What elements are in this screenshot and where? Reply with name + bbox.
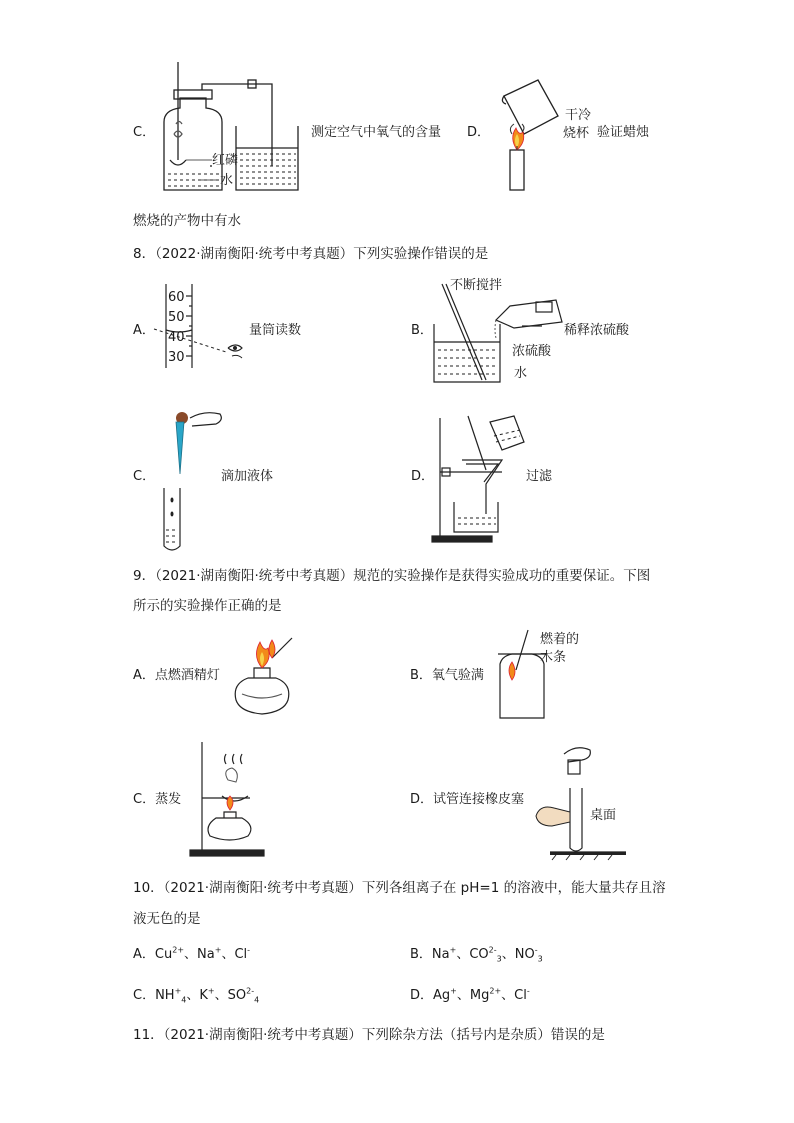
ion: Na+ bbox=[197, 945, 222, 962]
question-10-stem-line-1: 10．（2021·湖南衡阳·统考中考真题）下列各组离子在 pH=1 的溶液中，能大量共存且溶 bbox=[133, 880, 666, 896]
q8-option-d-text: 过滤 bbox=[526, 469, 553, 484]
question-8-stem: 8．（2022·湖南衡阳·统考中考真题）下列实验操作错误的是 bbox=[133, 246, 489, 262]
cylinder-tick-label: 30 bbox=[168, 350, 185, 365]
q8-option-c-text: 滴加液体 bbox=[221, 469, 274, 484]
cylinder-tick-label: 40 bbox=[168, 330, 185, 345]
q10-option-d-letter: D． bbox=[410, 988, 434, 1003]
q10-option-a-letter: A． bbox=[133, 947, 155, 962]
option-d-text: 验证蜡烛 bbox=[597, 125, 650, 140]
alcohol-lamp-lighting-illustration bbox=[228, 632, 300, 720]
q9-option-b-text: B．氧气验满 bbox=[410, 668, 484, 683]
cylinder-tick-label: 50 bbox=[168, 310, 185, 325]
question-10-stem-line-2: 液无色的是 bbox=[133, 911, 201, 927]
dilute-sulfuric-acid-illustration bbox=[430, 282, 570, 384]
ion: Cl- bbox=[514, 986, 530, 1003]
question-9-stem-line-2: 所示的实验操作正确的是 bbox=[133, 598, 282, 614]
table-surface-label: 桌面 bbox=[590, 808, 617, 823]
q8-option-c-letter: C． bbox=[133, 469, 156, 484]
q9-option-a-text: A．点燃酒精灯 bbox=[133, 668, 220, 683]
water-label: 水 bbox=[220, 173, 234, 188]
candle-beaker-illustration bbox=[496, 76, 562, 196]
q9-option-d-text: D．试管连接橡皮塞 bbox=[410, 792, 525, 807]
ion: Na+ bbox=[431, 945, 457, 962]
ion: $CO^{2-}_3$ bbox=[469, 945, 502, 964]
q10-option-c: C．$NH^+_4$、K+、$SO^{2-}_4$ bbox=[133, 986, 260, 1005]
ion: $NO^-_3$ bbox=[514, 945, 543, 964]
q9-option-c-text: C．蒸发 bbox=[133, 792, 182, 807]
graduated-cylinder-illustration bbox=[148, 284, 258, 368]
option-d-letter: D． bbox=[467, 125, 491, 140]
question-11-stem: 11．（2021·湖南衡阳·统考中考真题）下列除杂方法（括号内是杂质）错误的是 bbox=[133, 1027, 605, 1043]
q10-option-d: D．Ag+、$Mg^{2+}$、Cl- bbox=[410, 986, 530, 1003]
ion: $SO^{2-}_4$ bbox=[227, 986, 260, 1005]
q10-option-a: A．$Cu^{2+}$、Na+、Cl- bbox=[133, 945, 251, 962]
q8-option-a-text: 量筒读数 bbox=[249, 323, 302, 338]
ion: $Mg^{2+}$ bbox=[469, 986, 502, 1003]
option-c-letter: C． bbox=[133, 125, 156, 140]
dry-cold-label: 干冷 bbox=[565, 108, 592, 123]
filtration-illustration bbox=[432, 414, 532, 542]
evaporation-illustration bbox=[186, 740, 268, 856]
stir-label: 不断搅拌 bbox=[450, 278, 503, 293]
beaker-label: 烧杯 bbox=[563, 126, 590, 141]
ion: Ag+ bbox=[433, 986, 457, 1003]
water-label: 水 bbox=[514, 366, 528, 381]
q8-option-b-letter: B． bbox=[411, 323, 433, 338]
q8-option-b-text: 稀释浓硫酸 bbox=[564, 323, 630, 338]
q10-option-b: B．Na+、$CO^{2-}_3$、$NO^-_3$ bbox=[410, 945, 543, 964]
ion: $Cu^{2+}$ bbox=[154, 945, 185, 962]
question-9-stem-line-1: 9．（2021·湖南衡阳·统考中考真题）规范的实验操作是获得实验成功的重要保证。下图 bbox=[133, 568, 651, 584]
ion: Cl- bbox=[234, 945, 251, 962]
ion: $NH^+_4$ bbox=[155, 986, 187, 1005]
concentrated-acid-label: 浓硫酸 bbox=[512, 344, 552, 359]
q8-option-a-letter: A． bbox=[133, 323, 155, 338]
red-phosphorus-label: 红磷 bbox=[212, 153, 239, 168]
option-c-text: 测定空气中氧气的含量 bbox=[311, 125, 442, 140]
cylinder-tick-label: 60 bbox=[168, 290, 185, 305]
stick-label: 木条 bbox=[540, 650, 567, 665]
ion: K+ bbox=[199, 986, 215, 1003]
option-d-text-continued: 燃烧的产物中有水 bbox=[133, 213, 241, 229]
q8-option-d-letter: D． bbox=[411, 469, 435, 484]
test-tube-stopper-illustration bbox=[530, 744, 630, 856]
q10-option-b-letter: B． bbox=[410, 947, 432, 962]
burning-stick-label: 燃着的 bbox=[540, 632, 580, 647]
q10-option-c-letter: C． bbox=[133, 988, 156, 1003]
